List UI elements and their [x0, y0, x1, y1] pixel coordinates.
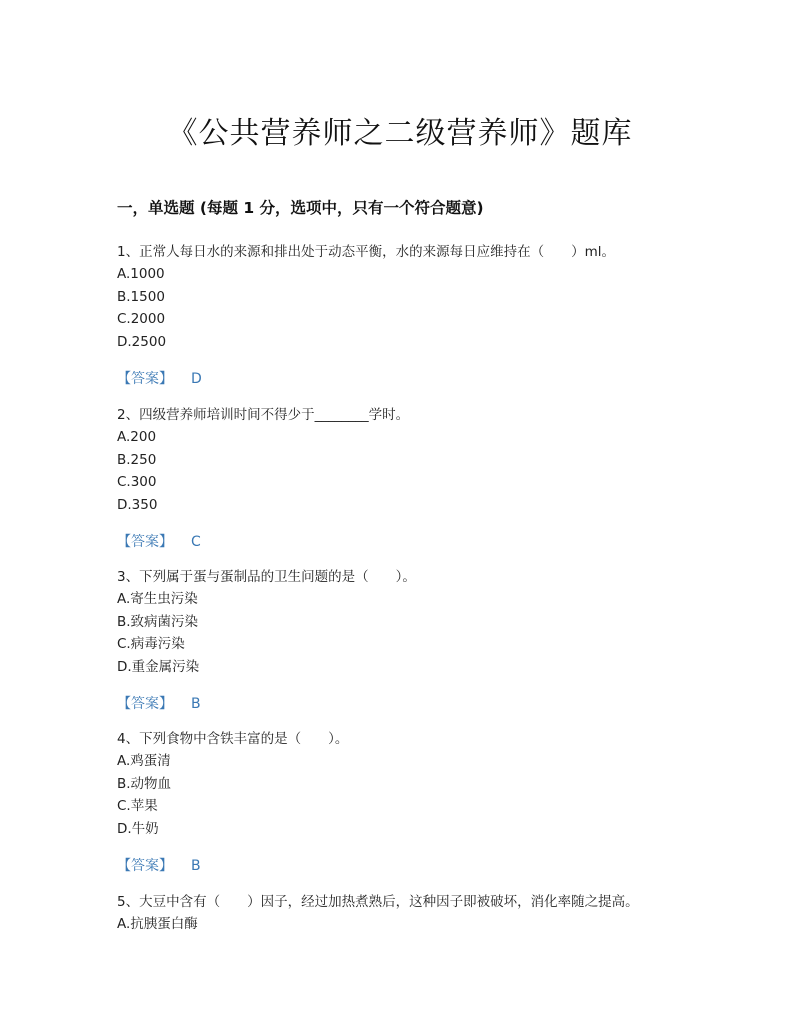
section-heading: 一，单选题 (每题 1 分，选项中，只有一个符合题意) — [117, 199, 484, 217]
question-1 — [117, 242, 717, 390]
question-stem: 1、正常人每日水的来源和排出处于动态平衡，水的来源每日应维持在（ ）ml。 — [117, 244, 615, 260]
option-a: A.寄生虫污染 — [117, 591, 198, 607]
question-5 — [117, 892, 717, 937]
question-stem: 3、下列属于蛋与蛋制品的卫生问题的是（ ）。 — [117, 569, 416, 585]
document-title: 《公共营养师之二级营养师》题库 — [167, 116, 633, 151]
question-stem: 4、下列食物中含铁丰富的是（ ）。 — [117, 731, 349, 747]
question-2 — [117, 405, 717, 553]
answer-value: C — [191, 534, 201, 550]
option-a: A.1000 — [117, 266, 165, 282]
answer-line — [117, 693, 717, 715]
option-a: A.200 — [117, 429, 157, 445]
option-d: D.重金属污染 — [117, 658, 200, 675]
answer-label: 【答案】 — [117, 371, 173, 387]
answer-line — [117, 368, 717, 390]
option-a: A.抗胰蛋白酶 — [117, 916, 198, 932]
question-4 — [117, 729, 717, 877]
answer-value: B — [191, 696, 201, 712]
option-c: C.病毒污染 — [117, 636, 185, 652]
option-b: B.动物血 — [117, 775, 172, 792]
answer-value: B — [191, 858, 201, 874]
answer-label: 【答案】 — [117, 858, 173, 874]
option-c: C.2000 — [117, 311, 166, 327]
question-stem: 5、大豆中含有（ ）因子，经过加热煮熟后，这种因子即被破坏，消化率随之提高。 — [117, 894, 639, 910]
answer-label: 【答案】 — [117, 696, 173, 712]
option-c: C.300 — [117, 474, 157, 490]
answer-line — [117, 531, 717, 553]
answer-label: 【答案】 — [117, 534, 173, 550]
option-d: D.350 — [117, 496, 158, 513]
answer-line — [117, 855, 717, 877]
question-stem: 2、四级营养师培训时间不得少于________学时。 — [117, 407, 410, 423]
option-b: B.250 — [117, 451, 157, 468]
answer-value: D — [191, 371, 202, 387]
option-a: A.鸡蛋清 — [117, 753, 171, 769]
option-d: D.2500 — [117, 333, 167, 350]
option-b: B.致病菌污染 — [117, 613, 199, 630]
option-c: C.苹果 — [117, 798, 158, 814]
option-d: D.牛奶 — [117, 820, 159, 837]
question-3 — [117, 567, 717, 715]
option-b: B.1500 — [117, 288, 165, 305]
